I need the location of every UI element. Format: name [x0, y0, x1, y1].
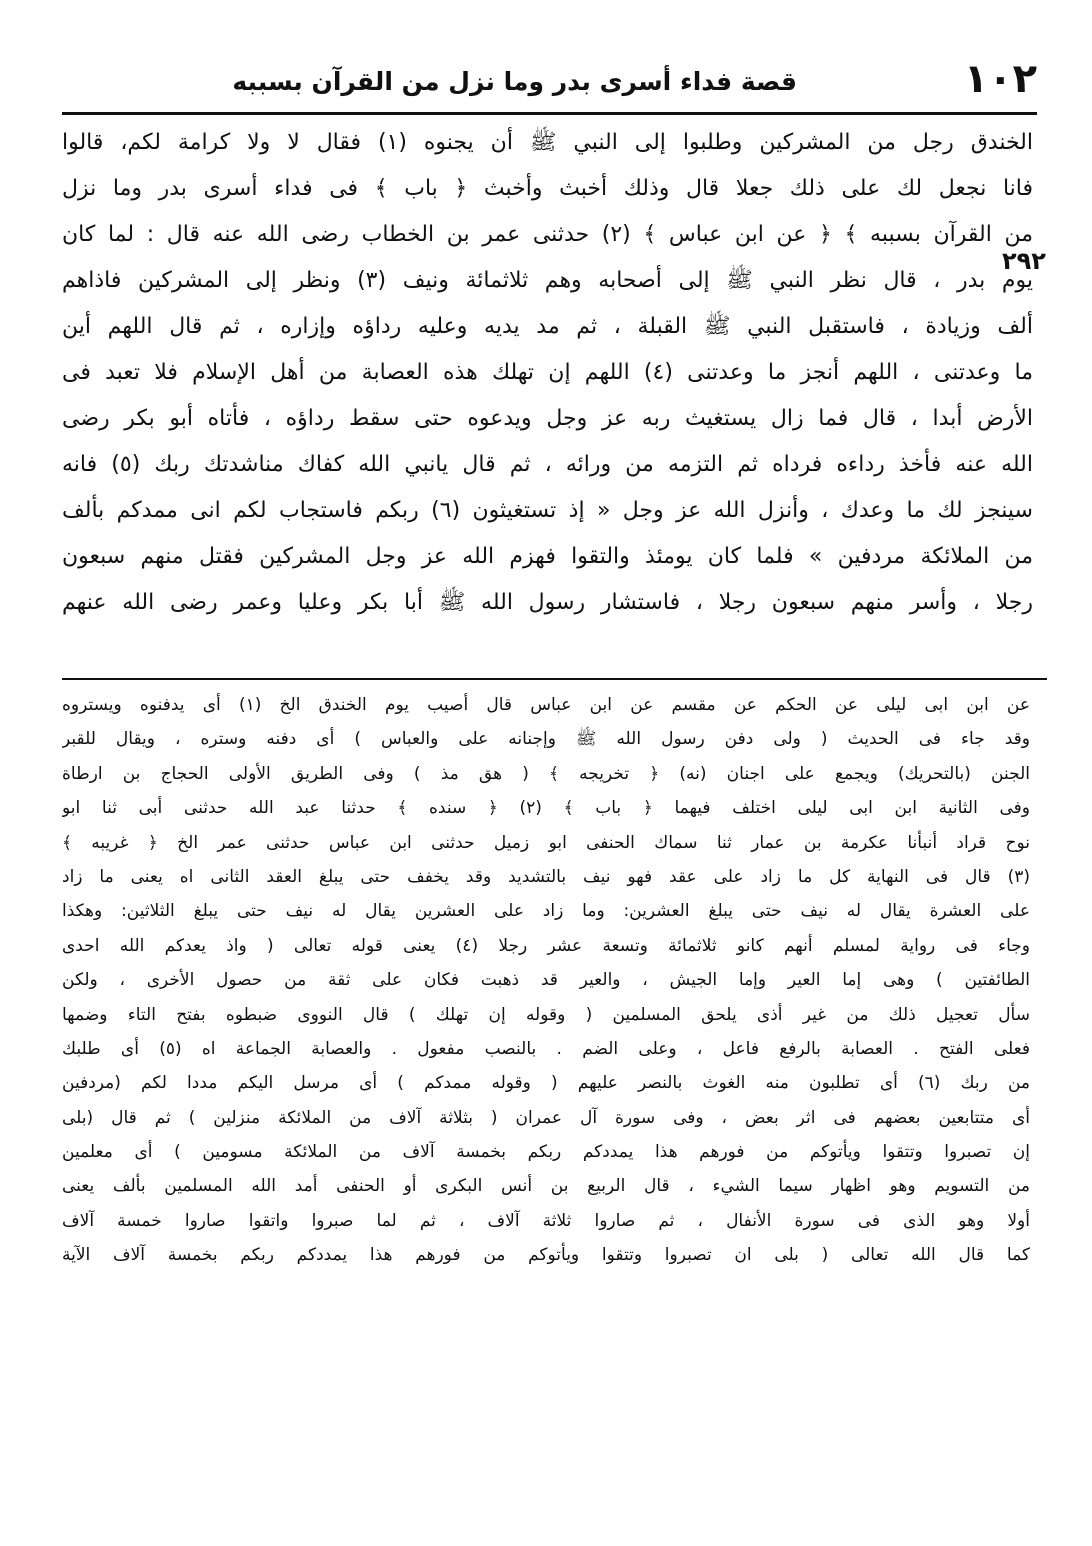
footnote-line: أولا وهو الذى فى سورة الأنفال ، ثم صاروا ثلاثة آلاف ، ثم لما صبروا واتقوا صاروا خمسة آلاف — [62, 1210, 1030, 1231]
footnote-line: وجاء فى رواية لمسلم أنهم كانو ثلاثمائة وتسعة عشر رجلا (٤) يعنى قوله تعالى ( واذ يعدكم الله احدى — [62, 935, 1030, 956]
main-text-line: الأرض أبدا ، قال فما زال يستغيث ربه عز وجل ويدعوه حتى سقط رداؤه ، فأتاه أبو بكر رضى — [62, 406, 1033, 431]
main-text-line: رجلا ، وأسر منهم سبعون رجلا ، فاستشار رسول الله ﷺ أبا بكر وعليا وعمر رضى الله عنهم — [62, 590, 1033, 615]
footnote-line: على العشرة يقال له نيف حتى يبلغ العشرين: وما زاد على العشرين يقال له نيف حتى يبلغ الثلاثين: وهكذا — [62, 901, 1030, 922]
running-title: قصة فداء أسرى بدر وما نزل من القرآن بسببه — [232, 67, 797, 96]
footnote-line: من التسويم وهو اظهار سيما الشيء ، قال الربيع بن أنس البكرى أو الحنفى أمد الله المسلمين بألف يعنى — [62, 1176, 1030, 1197]
hadith-number: ٢٩٢ — [1002, 247, 1046, 275]
footnote-line: عن ابن ابى ليلى عن الحكم عن مقسم عن ابن عباس قال أصيب يوم الخندق الخ (١) أى يدفنوه ويستروه — [62, 695, 1030, 715]
main-text-line: ألف وزيادة ، فاستقبل النبي ﷺ القبلة ، ثم مد يديه وعليه رداؤه وإزاره ، ثم قال اللهم أين — [62, 314, 1033, 339]
main-text-line: الخندق رجل من المشركين وطلبوا إلى النبي ﷺ أن يجنوه (١) فقال لا ولا كرامة لكم، قالوا — [62, 130, 1033, 155]
footnote-line: كما قال الله تعالى ( بلى ان تصبروا وتتقوا ويأتوكم من فورهم هذا يمددكم ربكم بخمسة آلاف الآية — [62, 1245, 1030, 1266]
footnote-line: الطائفتين ) وهى إما العير وإما الجيش ، والعير قد ذهبت فكان على ثقة من حصول الأخرى ، ولكن — [62, 970, 1030, 991]
footnote-divider — [62, 678, 1047, 680]
main-text — [62, 120, 1033, 626]
footnote-line: إن تصبروا وتتقوا ويأتوكم من فورهم هذا يمددكم ربكم بخمسة آلاف من الملائكة مسومين ) أى معلمين — [62, 1142, 1030, 1163]
page-number: ١٠٢ — [963, 56, 1037, 102]
main-text-line: الله عنه فأخذ رداءه فرداه ثم التزمه من ورائه ، ثم قال يانبي الله كفاك مناشدتك ربك (٥) فانه — [62, 452, 1033, 477]
footnote-line: نوح قراد أنبأنا عكرمة بن عمار ثنا سماك الحنفى ابو زميل حدثنى ابن عباس حدثنى عمر الخ ﴿ غريبه ﴾ — [62, 832, 1030, 853]
main-text-line: من الملائكة مردفين » فلما كان يومئذ والتقوا فهزم الله عز وجل المشركين فقتل منهم سبعون — [62, 544, 1033, 569]
main-text-line: يوم بدر ، قال نظر النبي ﷺ إلى أصحابه وهم ثلاثمائة ونيف (٣) ونظر إلى المشركين فاذاهم — [62, 268, 1033, 293]
page-header — [62, 52, 1037, 106]
footnote-line: أى متتابعين بعضهم فى اثر بعض ، وفى سورة آل عمران ( بثلاثة آلاف من الملائكة منزلين ) ثم قال (بلى — [62, 1107, 1030, 1128]
main-text-line: سينجز لك ما وعدك ، وأنزل الله عز وجل « إذ تستغيثون (٦) ربكم فاستجاب لكم انى ممدكم بألف — [62, 498, 1033, 523]
main-text-line: ما وعدتنى ، اللهم أنجز ما وعدتنى (٤) اللهم إن تهلك هذه العصابة من أهل الإسلام فلا تعبد فى — [62, 360, 1033, 385]
footnotes — [62, 688, 1030, 1273]
footnote-line: الجنن (بالتحريك) ويجمع على اجنان (نه) ﴿ تخريجه ﴾ ( هق مذ ) وفى الطريق الأولى الحجاج بن ارطاة — [62, 763, 1030, 784]
main-text-line: فانا نجعل لك على ذلك جعلا قال وذلك أخبث وأخبث ﴿ باب ﴾ فى فداء أسرى بدر وما نزل — [62, 176, 1033, 201]
footnote-line: وفى الثانية ابن ابى ليلى اختلف فيهما ﴿ باب ﴾ (٢) ﴿ سنده ﴾ حدثنا عبد الله حدثنى أبى ثنا ابو — [62, 798, 1030, 819]
main-text-line: من القرآن بسببه ﴾ ﴿ عن ابن عباس ﴾ (٢) حدثنى عمر بن الخطاب رضى الله عنه قال : لما كان — [62, 222, 1033, 247]
footnote-line: وقد جاء فى الحديث ( ولى دفن رسول الله ﷺ وإجنانه على والعباس ) أى دفنه وستره ، ويقال للقبر — [62, 729, 1030, 750]
footnote-line: فعلى الفتح . العصابة بالرفع فاعل ، وعلى الضم . بالنصب مفعول . والعصابة الجماعة اه (٥) أى طلبك — [62, 1038, 1030, 1059]
footnote-line: (٣) قال فى النهاية كل ما زاد على عقد فهو نيف بالتشديد وقد يخفف حتى يبلغ العقد الثانى اه يعنى ما زاد — [62, 866, 1030, 887]
footnote-line: سأل تعجيل ذلك من غير أذى يلحق المسلمين ( وقوله إن تهلك ) قال النووى ضبطوه بفتح التاء وضمها — [62, 1004, 1030, 1025]
header-rule — [62, 112, 1037, 115]
footnote-line: من ربك (٦) أى تطلبون منه الغوث بالنصر عليهم ( وقوله ممدكم ) أى مرسل اليكم مددا لكم (مردفين — [62, 1073, 1030, 1094]
